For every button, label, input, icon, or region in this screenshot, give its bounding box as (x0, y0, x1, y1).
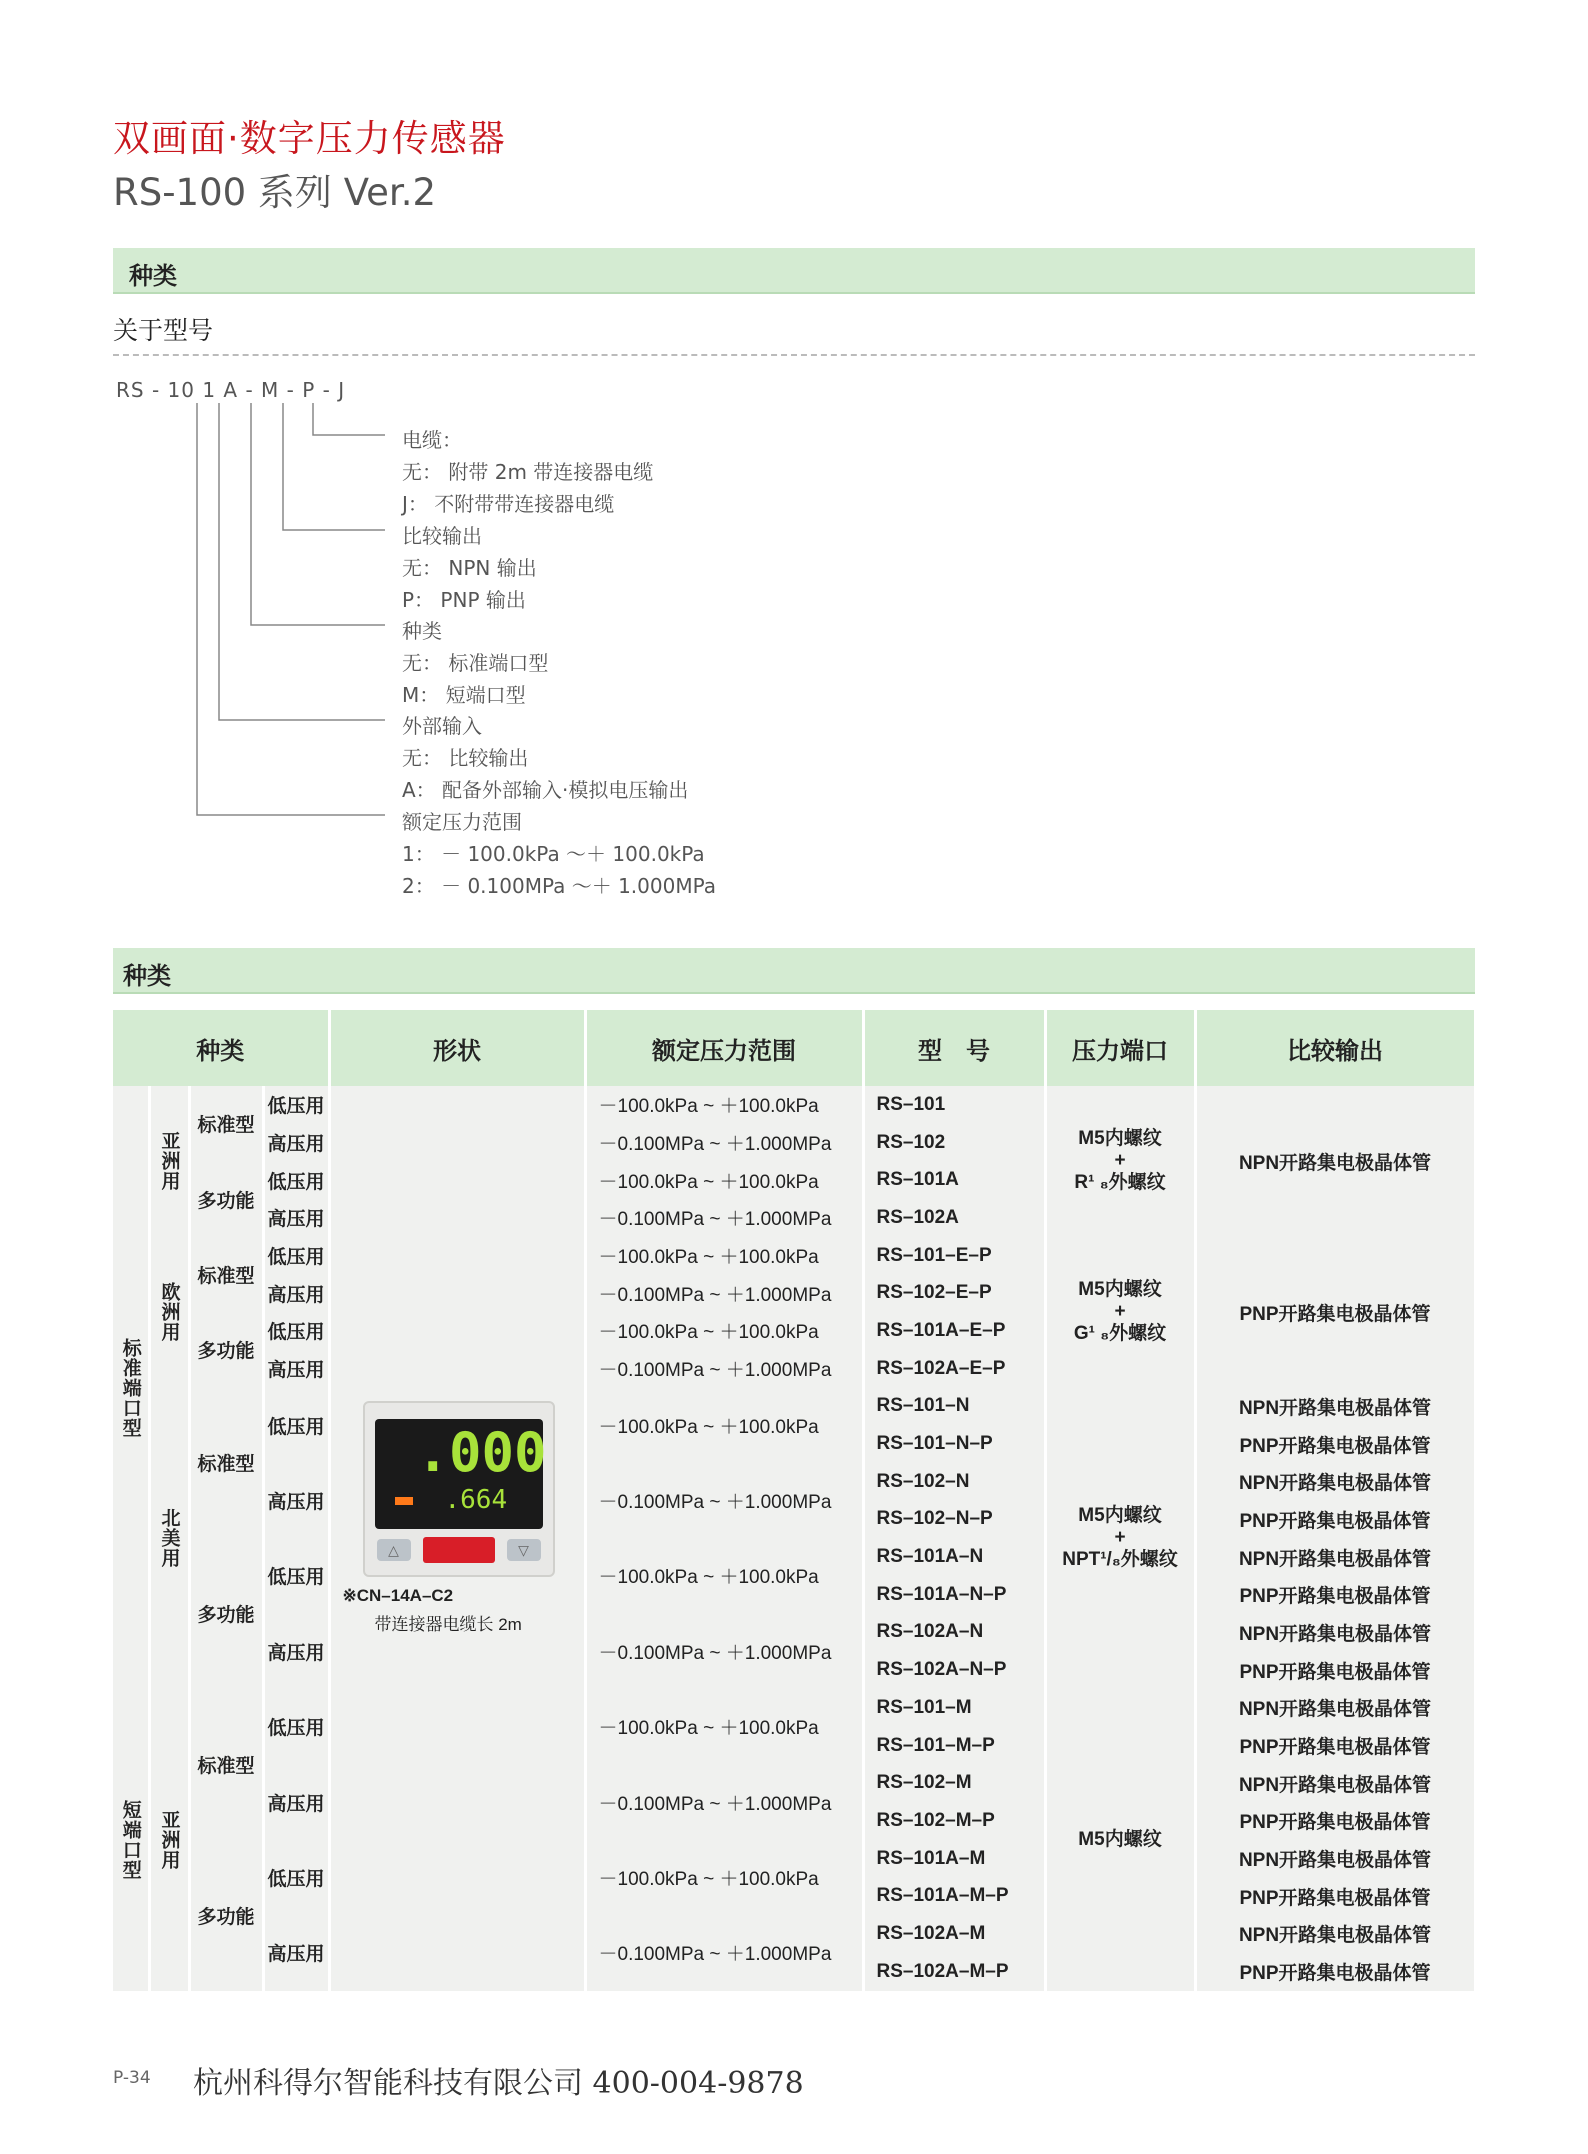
model-cell: RS–101–N–P (863, 1425, 1045, 1463)
legend-line: 外部输入 (402, 714, 482, 738)
kind-standard: 标准型 (189, 1388, 263, 1539)
model-cell: RS–102 (863, 1124, 1045, 1162)
output-cell: PNP开路集电极晶体管 (1195, 1501, 1475, 1539)
port-plus: + (1114, 1301, 1126, 1323)
table-row (113, 1614, 1475, 1652)
model-cell: RS–101A–M–P (863, 1877, 1045, 1915)
table-row (113, 1915, 1475, 1953)
model-cell: RS–102–M–P (863, 1802, 1045, 1840)
model-cell: RS–101–M (863, 1689, 1045, 1727)
region-europe: 欧洲用 (149, 1237, 189, 1388)
port-line: G¹ ₈外螺纹 (1073, 1323, 1167, 1345)
model-cell: RS–101–M–P (863, 1727, 1045, 1765)
page-subtitle: RS-100 系列 Ver.2 (113, 171, 437, 214)
indicator-led (395, 1497, 413, 1505)
pressure-high: 高压用 (263, 1124, 329, 1162)
range-cell: －0.100MPa ~ ＋1.000MPa (585, 1124, 863, 1162)
model-cell: RS–101A–N (863, 1538, 1045, 1576)
model-cell: RS–102–N–P (863, 1501, 1045, 1539)
model-cell: RS–101–E–P (863, 1237, 1045, 1275)
model-cell: RS–101A–M (863, 1840, 1045, 1878)
model-cell: RS–102A–N–P (863, 1651, 1045, 1689)
table-header-row (113, 1010, 1475, 1086)
port-line: M5内螺纹 (1078, 1505, 1162, 1527)
model-code: RS - 10 1 A - M - P - J (116, 378, 346, 402)
header-type: 种类 (113, 1010, 329, 1086)
model-code-tree (0, 0, 1588, 900)
legend-line: 无： 标准端口型 (402, 651, 549, 675)
range-cell: －100.0kPa ~ ＋100.0kPa (585, 1312, 863, 1350)
table-row (113, 1764, 1475, 1802)
model-cell: RS–102A (863, 1199, 1045, 1237)
model-cell: RS–102–M (863, 1764, 1045, 1802)
region-asia: 亚洲用 (149, 1689, 189, 1991)
header-port: 压力端口 (1045, 1010, 1195, 1086)
range-cell: －0.100MPa ~ ＋1.000MPa (585, 1350, 863, 1388)
model-cell: RS–101A–E–P (863, 1312, 1045, 1350)
header-output: 比较输出 (1195, 1010, 1475, 1086)
range-cell: －0.100MPa ~ ＋1.000MPa (585, 1199, 863, 1237)
port-cell (1045, 1388, 1195, 1690)
range-cell: －0.100MPa ~ ＋1.000MPa (585, 1764, 863, 1839)
range-cell: －100.0kPa ~ ＋100.0kPa (585, 1840, 863, 1915)
main-display: .000 (416, 1421, 547, 1484)
output-cell: PNP开路集电极晶体管 (1195, 1237, 1475, 1388)
model-cell: RS–102A–E–P (863, 1350, 1045, 1388)
pressure-high: 高压用 (263, 1915, 329, 1990)
range-cell: －0.100MPa ~ ＋1.000MPa (585, 1915, 863, 1990)
output-cell: PNP开路集电极晶体管 (1195, 1877, 1475, 1915)
output-cell: NPN开路集电极晶体管 (1195, 1764, 1475, 1802)
range-cell: －100.0kPa ~ ＋100.0kPa (585, 1086, 863, 1124)
model-table (113, 1010, 1475, 1990)
pressure-high: 高压用 (263, 1350, 329, 1388)
model-cell: RS–102A–M (863, 1915, 1045, 1953)
model-heading: 关于型号 (113, 316, 214, 345)
output-cell: PNP开路集电极晶体管 (1195, 1576, 1475, 1614)
pressure-low: 低压用 (263, 1388, 329, 1463)
port-cell (1045, 1237, 1195, 1388)
model-cell: RS–102–E–P (863, 1274, 1045, 1312)
pressure-low: 低压用 (263, 1237, 329, 1275)
model-cell: RS–101 (863, 1086, 1045, 1124)
kind-multi: 多功能 (189, 1840, 263, 1991)
legend-line: A： 配备外部输入·模拟电压输出 (402, 778, 689, 802)
header-shape: 形状 (329, 1010, 585, 1086)
model-cell: RS–101A–N–P (863, 1576, 1045, 1614)
section-band-label: 种类 (123, 962, 171, 990)
model-cell: RS–102A–M–P (863, 1953, 1045, 1991)
company-footer: 杭州科得尔智能科技有限公司 400-004-9878 (193, 2066, 804, 2101)
page-number: P-34 (113, 2068, 151, 2088)
output-cell: PNP开路集电极晶体管 (1195, 1802, 1475, 1840)
header-model: 型 号 (863, 1010, 1045, 1086)
pressure-low: 低压用 (263, 1086, 329, 1124)
model-cell: RS–102–N (863, 1463, 1045, 1501)
output-cell: PNP开路集电极晶体管 (1195, 1953, 1475, 1991)
kind-standard: 标准型 (189, 1689, 263, 1840)
port-line: NPT¹/₈外螺纹 (1062, 1549, 1178, 1571)
port-line: M5内螺纹 (1078, 1279, 1162, 1301)
range-cell: －100.0kPa ~ ＋100.0kPa (585, 1237, 863, 1275)
legend-line: 种类 (402, 619, 442, 643)
pressure-low: 低压用 (263, 1161, 329, 1199)
table-row (113, 1388, 1475, 1426)
range-cell: －0.100MPa ~ ＋1.000MPa (585, 1614, 863, 1689)
output-cell: PNP开路集电极晶体管 (1195, 1727, 1475, 1765)
header-range: 额定压力范围 (585, 1010, 863, 1086)
kind-standard: 标准型 (189, 1086, 263, 1161)
page-title: 双画面·数字压力传感器 (113, 117, 506, 160)
section-band-label: 种类 (129, 262, 177, 290)
legend-line: 电缆： (402, 428, 462, 452)
output-cell: NPN开路集电极晶体管 (1195, 1538, 1475, 1576)
legend-line: 比较输出 (402, 524, 482, 548)
table-row (113, 1086, 1475, 1124)
pressure-high: 高压用 (263, 1199, 329, 1237)
range-cell: －100.0kPa ~ ＋100.0kPa (585, 1538, 863, 1613)
range-cell: －100.0kPa ~ ＋100.0kPa (585, 1388, 863, 1463)
group-standard-port: 标准端口型 (113, 1086, 149, 1689)
legend-line: 无： 附带 2m 带连接器电缆 (402, 460, 654, 484)
range-cell: －0.100MPa ~ ＋1.000MPa (585, 1463, 863, 1538)
cable-note-length: 带连接器电缆长 2m (374, 1615, 522, 1634)
set-button (423, 1537, 495, 1563)
port-line: R¹ ₈外螺纹 (1074, 1172, 1166, 1194)
group-short-port: 短端口型 (113, 1689, 149, 1991)
pressure-high: 高压用 (263, 1463, 329, 1538)
model-cell: RS–102A–N (863, 1614, 1045, 1652)
range-cell: －100.0kPa ~ ＋100.0kPa (585, 1161, 863, 1199)
region-north-america: 北美用 (149, 1388, 189, 1690)
output-cell: PNP开路集电极晶体管 (1195, 1651, 1475, 1689)
port-line: M5内螺纹 (1078, 1128, 1162, 1150)
kind-multi: 多功能 (189, 1312, 263, 1387)
output-cell: NPN开路集电极晶体管 (1195, 1689, 1475, 1727)
port-cell (1045, 1086, 1195, 1237)
table-row (113, 1463, 1475, 1501)
output-cell: NPN开路集电极晶体管 (1195, 1915, 1475, 1953)
port-line: M5内螺纹 (1078, 1828, 1162, 1850)
pressure-high: 高压用 (263, 1274, 329, 1312)
table-row (113, 1840, 1475, 1878)
output-cell: NPN开路集电极晶体管 (1195, 1388, 1475, 1426)
sub-display: .664 (444, 1485, 508, 1515)
range-cell: －100.0kPa ~ ＋100.0kPa (585, 1689, 863, 1764)
legend-line: 2： － 0.100MPa ～＋ 1.000MPa (402, 874, 717, 898)
sensor-device-image (363, 1401, 555, 1577)
legend-line: 无： 比较输出 (402, 746, 529, 770)
kind-standard: 标准型 (189, 1237, 263, 1312)
kind-multi: 多功能 (189, 1538, 263, 1689)
shape-cell (329, 1086, 585, 1991)
up-button-icon: △ (377, 1539, 411, 1561)
down-button-icon: ▽ (507, 1539, 541, 1561)
device-screen (375, 1419, 547, 1529)
pressure-high: 高压用 (263, 1764, 329, 1839)
output-cell: NPN开路集电极晶体管 (1195, 1086, 1475, 1237)
table-row (113, 1237, 1475, 1275)
table-row (113, 1538, 1475, 1576)
port-cell (1045, 1689, 1195, 1991)
output-cell: NPN开路集电极晶体管 (1195, 1614, 1475, 1652)
port-plus: + (1114, 1527, 1126, 1549)
legend-line: M： 短端口型 (402, 683, 526, 707)
pressure-low: 低压用 (263, 1312, 329, 1350)
pressure-low: 低压用 (263, 1840, 329, 1915)
table-row (113, 1689, 1475, 1727)
kind-multi: 多功能 (189, 1161, 263, 1236)
output-cell: NPN开路集电极晶体管 (1195, 1840, 1475, 1878)
legend-line: P： PNP 输出 (402, 588, 526, 612)
model-cell: RS–101–N (863, 1388, 1045, 1426)
range-cell: －0.100MPa ~ ＋1.000MPa (585, 1274, 863, 1312)
legend-line: 无： NPN 输出 (402, 556, 537, 580)
model-cell: RS–101A (863, 1161, 1045, 1199)
cable-note-code: ※CN–14A–C2 (342, 1586, 454, 1605)
legend-line: 额定压力范围 (402, 810, 522, 834)
output-cell: PNP开路集电极晶体管 (1195, 1425, 1475, 1463)
pressure-low: 低压用 (263, 1538, 329, 1613)
pressure-high: 高压用 (263, 1614, 329, 1689)
legend-line: J： 不附带带连接器电缆 (402, 492, 615, 516)
pressure-low: 低压用 (263, 1689, 329, 1764)
legend-line: 1： － 100.0kPa ～＋ 100.0kPa (402, 842, 705, 866)
port-plus: + (1114, 1150, 1126, 1172)
region-asia: 亚洲用 (149, 1086, 189, 1237)
section-band-types-2 (113, 948, 1475, 994)
output-cell: NPN开路集电极晶体管 (1195, 1463, 1475, 1501)
